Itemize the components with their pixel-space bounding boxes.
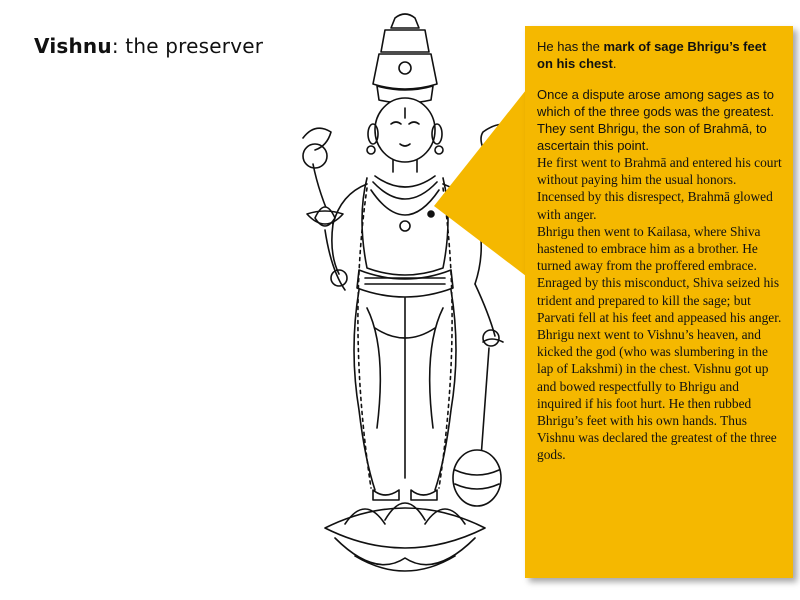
callout-intro — [537, 38, 785, 72]
story-lead: Once a dispute arose among sages as to which of the three gods was the greatest. They sent Bhrigu, the son of Brahmā, to ascertain this point. — [537, 87, 775, 153]
callout-text — [537, 38, 785, 464]
intro-prefix: He has the — [537, 39, 604, 54]
story-paragraph-1: He first went to Brahmā and entered his court without paying him the usual honors. Incensed by this disrespect, Brahmā glowed with anger. — [537, 155, 782, 222]
story-paragraph-2: Bhrigu then went to Kailasa, where Shiva hastened to embrace him as a brother. He turned away from the proffered embrace. Enraged by this misconduct, Shiva seized his trident and prepared to kill the sage; but Parvati fell at his feet and appeased his anger. — [537, 223, 782, 325]
title-name: Vishnu — [34, 34, 112, 58]
title-rest: : the preserver — [111, 34, 264, 58]
intro-bold: mark of sage Bhrigu’s feet on his chest — [537, 39, 767, 71]
intro-suffix: . — [612, 56, 617, 71]
page-title — [34, 34, 263, 58]
callout-pointer — [420, 20, 540, 320]
story-paragraph-3: Bhrigu next went to Vishnu’s heaven, and kicked the god (who was slumbering in the lap of Lakshmi) in the chest. Vishnu got up and bowed respectfully to Bhrigu and inquired if his foot hurt. He then rubbed Bhrigu’s feet with his own hands. Thus Vishnu was declared the greatest of the three gods. — [537, 327, 777, 463]
